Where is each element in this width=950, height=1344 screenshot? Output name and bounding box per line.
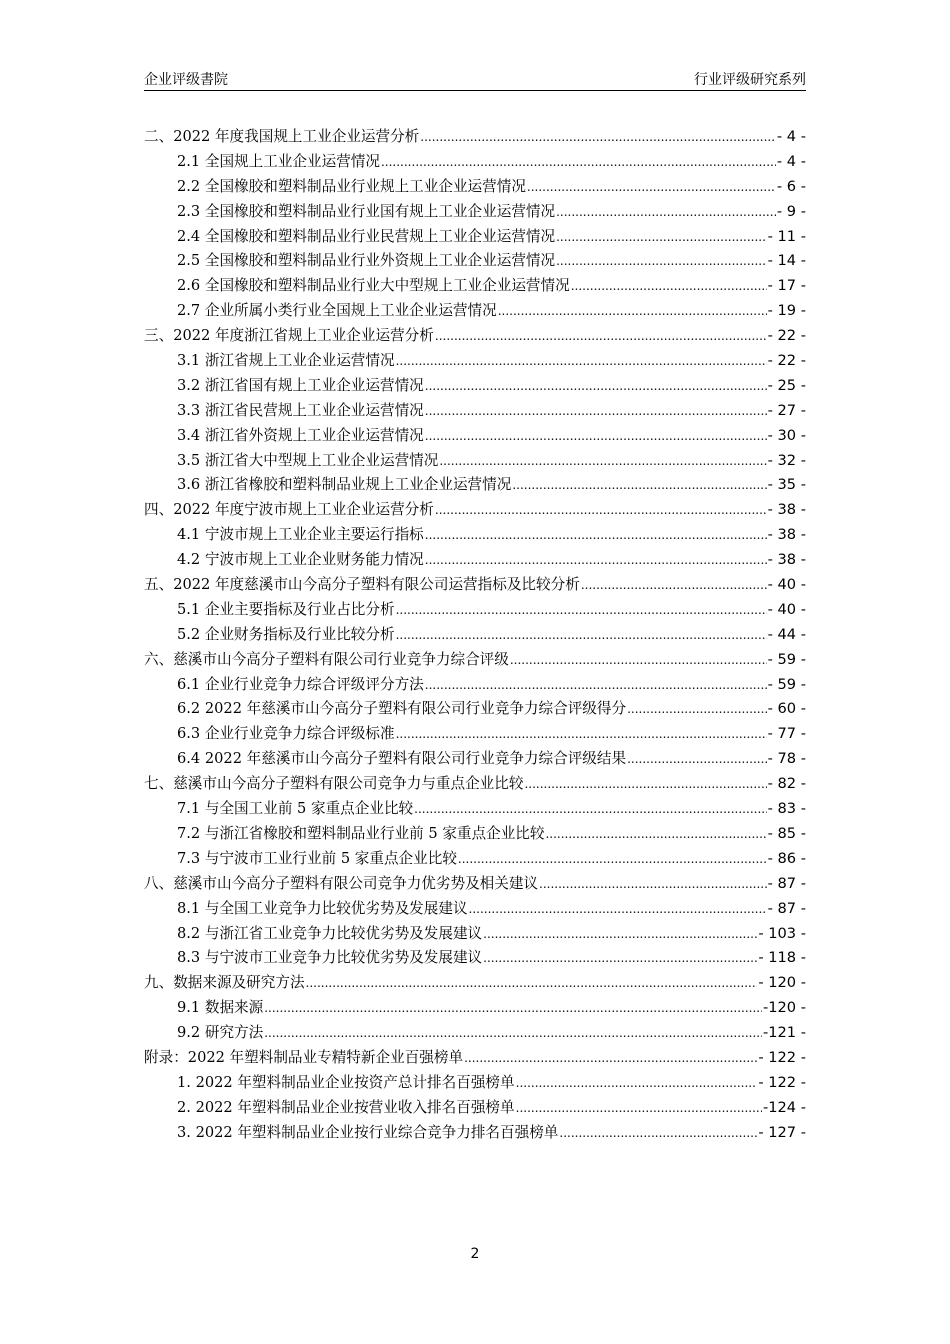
toc-entry-page: - 17 - bbox=[767, 277, 806, 295]
toc-dot-leader bbox=[425, 424, 767, 449]
toc-entry-page: - 32 - bbox=[767, 451, 806, 469]
toc-dot-leader bbox=[458, 847, 767, 872]
toc-dot-leader bbox=[425, 374, 767, 399]
toc-dot-leader bbox=[381, 150, 776, 175]
toc-entry-title: 四、2022 年度宁波市规上工业企业运营分析 bbox=[144, 501, 434, 519]
toc-entry-title: 九、数据来源及研究方法 bbox=[144, 974, 305, 992]
toc-entry-title: 3.4 浙江省外资规上工业企业运营情况 bbox=[177, 426, 424, 444]
toc-dot-leader bbox=[420, 125, 776, 150]
toc-entry-title: 6.3 企业行业竞争力综合评级标准 bbox=[177, 725, 395, 743]
toc-dot-leader bbox=[464, 1046, 757, 1071]
toc-subsection-entry[interactable] bbox=[144, 922, 806, 947]
toc-entry-title: 7.1 与全国工业前 5 家重点企业比较 bbox=[177, 800, 414, 818]
toc-entry-title: 附录：2022 年塑料制品业专精特新企业百强榜单 bbox=[144, 1048, 464, 1066]
toc-dot-leader bbox=[627, 747, 767, 772]
toc-section-entry[interactable] bbox=[144, 498, 806, 523]
toc-entry-title: 6.4 2022 年慈溪市山今高分子塑料有限公司行业竞争力综合评级结果 bbox=[177, 750, 627, 768]
toc-entry-page: -121 - bbox=[762, 1024, 806, 1042]
toc-entry-title: 五、2022 年度慈溪市山今高分子塑料有限公司运营指标及比较分析 bbox=[144, 576, 580, 594]
toc-entry-title: 二、2022 年度我国规上工业企业运营分析 bbox=[144, 128, 420, 145]
toc-dot-leader bbox=[435, 498, 767, 523]
toc-subsection-entry[interactable] bbox=[144, 299, 806, 324]
toc-entry-title: 5.2 企业财务指标及行业比较分析 bbox=[177, 625, 395, 643]
toc-entry-page: - 83 - bbox=[767, 800, 806, 818]
toc-dot-leader bbox=[581, 573, 767, 598]
toc-dot-leader bbox=[512, 473, 766, 498]
toc-subsection-entry[interactable] bbox=[144, 1071, 806, 1096]
toc-entry-page: - 127 - bbox=[758, 1123, 806, 1141]
toc-subsection-entry[interactable] bbox=[144, 996, 806, 1021]
toc-dot-leader bbox=[516, 1071, 758, 1096]
toc-entry-title: 8.3 与宁波市工业竞争力比较优劣势及发展建议 bbox=[177, 949, 483, 967]
toc-entry-page: - 122 - bbox=[758, 1048, 806, 1066]
toc-subsection-entry[interactable] bbox=[144, 697, 806, 722]
toc-section-entry[interactable] bbox=[144, 125, 806, 150]
toc-entry-page: - 78 - bbox=[767, 750, 806, 768]
toc-entry-title: 六、慈溪市山今高分子塑料有限公司行业竞争力综合评级 bbox=[144, 650, 509, 668]
toc-subsection-entry[interactable] bbox=[144, 673, 806, 698]
toc-entry-page: - 122 - bbox=[758, 1073, 806, 1091]
toc-entry-page: - 38 - bbox=[767, 501, 806, 519]
toc-entry-title: 3.3 浙江省民营规上工业企业运营情况 bbox=[177, 401, 424, 419]
toc-entry-title: 8.1 与全国工业竞争力比较优劣势及发展建议 bbox=[177, 899, 468, 917]
toc-dot-leader bbox=[483, 946, 757, 971]
toc-subsection-entry[interactable] bbox=[144, 424, 806, 449]
toc-dot-leader bbox=[396, 722, 767, 747]
toc-subsection-entry[interactable] bbox=[144, 1021, 806, 1046]
toc-dot-leader bbox=[510, 648, 767, 673]
toc-entry-title: 2.6 全国橡胶和塑料制品业行业大中型规上工业企业运营情况 bbox=[177, 277, 570, 295]
toc-dot-leader bbox=[469, 897, 767, 922]
toc-section-entry[interactable] bbox=[144, 772, 806, 797]
toc-entry-title: 2.4 全国橡胶和塑料制品业行业民营规上工业企业运营情况 bbox=[177, 227, 556, 245]
toc-entry-page: - 9 - bbox=[776, 202, 806, 220]
toc-subsection-entry[interactable] bbox=[144, 523, 806, 548]
toc-entry-title: 8.2 与浙江省工业竞争力比较优劣势及发展建议 bbox=[177, 924, 483, 942]
toc-subsection-entry[interactable] bbox=[144, 473, 806, 498]
toc-entry-page: - 11 - bbox=[767, 227, 806, 245]
toc-entry-title: 3.1 浙江省规上工业企业运营情况 bbox=[177, 352, 395, 370]
toc-entry-page: - 27 - bbox=[767, 401, 806, 419]
toc-entry-page: - 40 - bbox=[767, 600, 806, 618]
toc-entry-title: 七、慈溪市山今高分子塑料有限公司竞争力与重点企业比较 bbox=[144, 775, 524, 793]
toc-section-entry[interactable] bbox=[144, 872, 806, 897]
toc-subsection-entry[interactable] bbox=[144, 797, 806, 822]
toc-entry-page: - 118 - bbox=[758, 949, 806, 967]
toc-entry-page: - 30 - bbox=[767, 426, 806, 444]
toc-entry-title: 9.1 数据来源 bbox=[177, 999, 264, 1017]
toc-entry-title: 三、2022 年度浙江省规上工业企业运营分析 bbox=[144, 327, 434, 345]
toc-dot-leader bbox=[396, 349, 767, 374]
toc-dot-leader bbox=[414, 797, 766, 822]
toc-entry-page: - 38 - bbox=[767, 551, 806, 569]
toc-entry-title: 2.2 全国橡胶和塑料制品业行业规上工业企业运营情况 bbox=[177, 177, 526, 195]
toc-subsection-entry[interactable] bbox=[144, 722, 806, 747]
toc-entry-title: 2. 2022 年塑料制品业企业按营业收入排名百强榜单 bbox=[177, 1098, 515, 1116]
page-number: 2 bbox=[470, 1246, 480, 1262]
toc-dot-leader bbox=[425, 548, 767, 573]
toc-entry-title: 5.1 企业主要指标及行业占比分析 bbox=[177, 600, 395, 618]
toc-subsection-entry[interactable] bbox=[144, 747, 806, 772]
toc-section-entry[interactable] bbox=[144, 971, 806, 996]
toc-entry-page: - 85 - bbox=[767, 824, 806, 842]
toc-entry-title: 3.2 浙江省国有规上工业企业运营情况 bbox=[177, 376, 424, 394]
toc-dot-leader bbox=[425, 673, 767, 698]
toc-entry-title: 3.5 浙江省大中型规上工业企业运营情况 bbox=[177, 451, 439, 469]
toc-subsection-entry[interactable] bbox=[144, 374, 806, 399]
toc-dot-leader bbox=[439, 449, 766, 474]
toc-entry-title: 3. 2022 年塑料制品业企业按行业综合竞争力排名百强榜单 bbox=[177, 1123, 559, 1141]
toc-entry-page: - 77 - bbox=[767, 725, 806, 743]
toc-subsection-entry[interactable] bbox=[144, 225, 806, 250]
toc-dot-leader bbox=[498, 299, 767, 324]
toc-subsection-entry[interactable] bbox=[144, 847, 806, 872]
toc-entry-page: - 4 - bbox=[776, 128, 806, 145]
toc-subsection-entry[interactable] bbox=[144, 1096, 806, 1121]
toc-entry-page: - 22 - bbox=[767, 352, 806, 370]
toc-dot-leader bbox=[435, 324, 767, 349]
toc-dot-leader bbox=[527, 175, 776, 200]
toc-entry-page: - 22 - bbox=[767, 327, 806, 345]
toc-subsection-entry[interactable] bbox=[144, 175, 806, 200]
toc-entry-page: - 40 - bbox=[767, 576, 806, 594]
toc-entry-page: - 14 - bbox=[767, 252, 806, 270]
toc-entry-page: -124 - bbox=[762, 1098, 806, 1116]
toc-subsection-entry[interactable] bbox=[144, 598, 806, 623]
toc-entry-title: 1. 2022 年塑料制品业企业按资产总计排名百强榜单 bbox=[177, 1073, 515, 1091]
toc-entry-title: 7.2 与浙江省橡胶和塑料制品业行业前 5 家重点企业比较 bbox=[177, 824, 545, 842]
toc-entry-title: 3.6 浙江省橡胶和塑料制品业规上工业企业运营情况 bbox=[177, 476, 512, 494]
toc-subsection-entry[interactable] bbox=[144, 822, 806, 847]
toc-dot-leader bbox=[556, 249, 767, 274]
toc-section-entry[interactable] bbox=[144, 1046, 806, 1071]
table-of-contents bbox=[144, 125, 806, 1146]
toc-entry-title: 7.3 与宁波市工业行业前 5 家重点企业比较 bbox=[177, 849, 457, 867]
toc-subsection-entry[interactable] bbox=[144, 349, 806, 374]
toc-entry-page: - 87 - bbox=[767, 899, 806, 917]
toc-subsection-entry[interactable] bbox=[144, 449, 806, 474]
toc-dot-leader bbox=[516, 1096, 762, 1121]
header-right-text: 行业评级研究系列 bbox=[694, 72, 806, 88]
toc-entry-page: - 25 - bbox=[767, 376, 806, 394]
toc-subsection-entry[interactable] bbox=[144, 548, 806, 573]
toc-subsection-entry[interactable] bbox=[144, 200, 806, 225]
toc-dot-leader bbox=[425, 523, 767, 548]
toc-entry-page: - 86 - bbox=[767, 849, 806, 867]
toc-subsection-entry[interactable] bbox=[144, 946, 806, 971]
toc-dot-leader bbox=[396, 623, 767, 648]
toc-dot-leader bbox=[425, 399, 767, 424]
toc-entry-page: - 44 - bbox=[767, 625, 806, 643]
toc-entry-page: -120 - bbox=[762, 999, 806, 1017]
toc-entry-page: - 60 - bbox=[767, 700, 806, 718]
toc-entry-title: 4.1 宁波市规上工业企业主要运行指标 bbox=[177, 526, 424, 544]
toc-dot-leader bbox=[571, 274, 767, 299]
toc-dot-leader bbox=[559, 1121, 757, 1146]
toc-dot-leader bbox=[539, 872, 767, 897]
toc-subsection-entry[interactable] bbox=[144, 150, 806, 175]
toc-section-entry[interactable] bbox=[144, 573, 806, 598]
toc-dot-leader bbox=[627, 697, 767, 722]
toc-dot-leader bbox=[545, 822, 766, 847]
toc-dot-leader bbox=[396, 598, 767, 623]
toc-entry-title: 八、慈溪市山今高分子塑料有限公司竞争力优劣势及相关建议 bbox=[144, 874, 539, 892]
toc-subsection-entry[interactable] bbox=[144, 897, 806, 922]
toc-entry-title: 2.1 全国规上工业企业运营情况 bbox=[177, 152, 380, 170]
toc-entry-page: - 59 - bbox=[767, 650, 806, 668]
toc-entry-page: - 103 - bbox=[758, 924, 806, 942]
toc-entry-title: 9.2 研究方法 bbox=[177, 1024, 264, 1042]
toc-entry-title: 6.2 2022 年慈溪市山今高分子塑料有限公司行业竞争力综合评级得分 bbox=[177, 700, 627, 718]
toc-entry-title: 2.3 全国橡胶和塑料制品业行业国有规上工业企业运营情况 bbox=[177, 202, 556, 220]
toc-dot-leader bbox=[264, 996, 762, 1021]
toc-subsection-entry[interactable] bbox=[144, 399, 806, 424]
toc-dot-leader bbox=[306, 971, 758, 996]
toc-entry-page: - 4 - bbox=[776, 152, 806, 170]
toc-dot-leader bbox=[524, 772, 766, 797]
toc-subsection-entry[interactable] bbox=[144, 623, 806, 648]
toc-section-entry[interactable] bbox=[144, 324, 806, 349]
toc-entry-title: 6.1 企业行业竞争力综合评级评分方法 bbox=[177, 675, 424, 693]
toc-entry-title: 2.5 全国橡胶和塑料制品业行业外资规上工业企业运营情况 bbox=[177, 252, 556, 270]
toc-dot-leader bbox=[264, 1021, 762, 1046]
toc-subsection-entry[interactable] bbox=[144, 274, 806, 299]
toc-entry-page: - 82 - bbox=[767, 775, 806, 793]
toc-section-entry[interactable] bbox=[144, 648, 806, 673]
toc-entry-page: - 120 - bbox=[758, 974, 806, 992]
toc-entry-page: - 87 - bbox=[767, 874, 806, 892]
toc-dot-leader bbox=[556, 200, 776, 225]
toc-dot-leader bbox=[556, 225, 767, 250]
toc-entry-page: - 59 - bbox=[767, 675, 806, 693]
toc-entry-page: - 6 - bbox=[776, 177, 806, 195]
toc-entry-page: - 19 - bbox=[767, 302, 806, 320]
toc-entry-title: 4.2 宁波市规上工业企业财务能力情况 bbox=[177, 551, 424, 569]
toc-entry-title: 2.7 企业所属小类行业全国规上工业企业运营情况 bbox=[177, 302, 497, 320]
toc-entry-page: - 38 - bbox=[767, 526, 806, 544]
toc-dot-leader bbox=[483, 922, 757, 947]
toc-entry-page: - 35 - bbox=[767, 476, 806, 494]
page-header bbox=[144, 66, 806, 91]
toc-subsection-entry[interactable] bbox=[144, 249, 806, 274]
header-left-text: 企业评级書院 bbox=[144, 72, 228, 88]
toc-subsection-entry[interactable] bbox=[144, 1121, 806, 1146]
